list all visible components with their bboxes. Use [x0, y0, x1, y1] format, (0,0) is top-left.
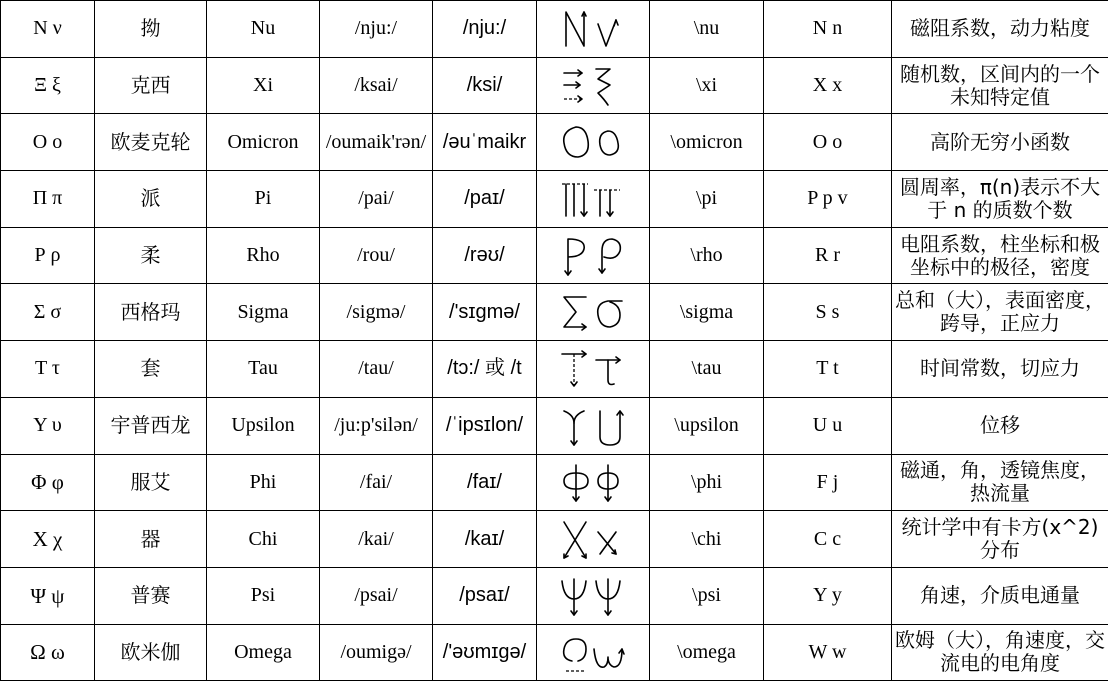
chi-stroke-icon — [558, 516, 628, 562]
table-row — [1, 57, 1108, 114]
phonetic-uk: /ksai/ — [320, 57, 433, 114]
letter-name: Pi — [207, 171, 320, 228]
english-equivalent: O o — [764, 114, 892, 171]
chinese-pronunciation: 宇普西龙 — [95, 397, 207, 454]
usage-meaning: 欧姆（大），角速度，交流电的电角度 — [892, 624, 1108, 681]
phonetic-uk: /pai/ — [320, 171, 433, 228]
english-equivalent: T t — [764, 341, 892, 398]
phonetic-uk: /tau/ — [320, 341, 433, 398]
latex-command: \omega — [650, 624, 764, 681]
table-row — [1, 284, 1108, 341]
greek-letter: Ψ ψ — [1, 567, 95, 624]
greek-letter: Χ χ — [1, 511, 95, 568]
chinese-pronunciation: 克西 — [95, 57, 207, 114]
letter-name: Chi — [207, 511, 320, 568]
latex-command: \pi — [650, 171, 764, 228]
omega-stroke-icon — [558, 629, 628, 675]
chinese-pronunciation: 欧米伽 — [95, 624, 207, 681]
phonetic-us: /rəʊ/ — [433, 227, 537, 284]
usage-meaning: 统计学中有卡方(x^2)分布 — [892, 511, 1108, 568]
english-equivalent: W w — [764, 624, 892, 681]
psi-stroke-icon — [558, 573, 628, 619]
latex-command: \sigma — [650, 284, 764, 341]
usage-meaning: 随机数，区间内的一个未知特定值 — [892, 57, 1108, 114]
usage-meaning: 时间常数，切应力 — [892, 341, 1108, 398]
latex-command: \phi — [650, 454, 764, 511]
greek-letter: Φ φ — [1, 454, 95, 511]
english-equivalent: R r — [764, 227, 892, 284]
greek-letter: Σ σ — [1, 284, 95, 341]
phonetic-uk: /nju:/ — [320, 1, 433, 58]
usage-meaning: 电阻系数，柱坐标和极坐标中的极径，密度 — [892, 227, 1108, 284]
phonetic-uk: /fai/ — [320, 454, 433, 511]
latex-command: \tau — [650, 341, 764, 398]
nu-stroke-icon — [558, 6, 628, 52]
letter-name: Tau — [207, 341, 320, 398]
letter-name: Phi — [207, 454, 320, 511]
phonetic-us: /kaɪ/ — [433, 511, 537, 568]
letter-name: Upsilon — [207, 397, 320, 454]
greek-letter: Τ τ — [1, 341, 95, 398]
phi-stroke-icon — [558, 459, 628, 505]
usage-meaning: 高阶无穷小函数 — [892, 114, 1108, 171]
phonetic-us: /'əʊmɪgə/ — [433, 624, 537, 681]
usage-meaning: 总和（大），表面密度，跨导，正应力 — [892, 284, 1108, 341]
letter-name: Nu — [207, 1, 320, 58]
phonetic-us: /'sɪgmə/ — [433, 284, 537, 341]
english-equivalent: U u — [764, 397, 892, 454]
phonetic-uk: /oumigə/ — [320, 624, 433, 681]
phonetic-us: /nju:/ — [433, 1, 537, 58]
phonetic-uk: /psai/ — [320, 567, 433, 624]
chinese-pronunciation: 套 — [95, 341, 207, 398]
letter-name: Psi — [207, 567, 320, 624]
table-row — [1, 567, 1108, 624]
phonetic-us: /paɪ/ — [433, 171, 537, 228]
latex-command: \omicron — [650, 114, 764, 171]
rho-stroke-icon — [558, 233, 628, 279]
pi-stroke-icon — [558, 176, 628, 222]
table-row — [1, 454, 1108, 511]
table-row — [1, 1, 1108, 58]
latex-command: \psi — [650, 567, 764, 624]
table-row — [1, 511, 1108, 568]
phonetic-us: /ksi/ — [433, 57, 537, 114]
english-equivalent: X x — [764, 57, 892, 114]
sigma-stroke-icon — [558, 289, 628, 335]
phonetic-us: /faɪ/ — [433, 454, 537, 511]
usage-meaning: 磁阻系数，动力粘度 — [892, 1, 1108, 58]
usage-meaning: 角速，介质电通量 — [892, 567, 1108, 624]
latex-command: \rho — [650, 227, 764, 284]
chinese-pronunciation: 服艾 — [95, 454, 207, 511]
letter-name: Xi — [207, 57, 320, 114]
phonetic-us: /psaɪ/ — [433, 567, 537, 624]
english-equivalent: S s — [764, 284, 892, 341]
chinese-pronunciation: 普赛 — [95, 567, 207, 624]
english-equivalent: C c — [764, 511, 892, 568]
table-row — [1, 227, 1108, 284]
greek-letter: Ο ο — [1, 114, 95, 171]
latex-command: \xi — [650, 57, 764, 114]
latex-command: \upsilon — [650, 397, 764, 454]
table-row — [1, 114, 1108, 171]
latex-command: \nu — [650, 1, 764, 58]
letter-name: Rho — [207, 227, 320, 284]
upsilon-stroke-icon — [558, 403, 628, 449]
greek-letter: Ω ω — [1, 624, 95, 681]
chinese-pronunciation: 柔 — [95, 227, 207, 284]
phonetic-uk: /oumaik'rən/ — [320, 114, 433, 171]
letter-name: Omega — [207, 624, 320, 681]
english-equivalent: N n — [764, 1, 892, 58]
usage-meaning: 位移 — [892, 397, 1108, 454]
greek-letter: Υ υ — [1, 397, 95, 454]
phonetic-uk: /sigmə/ — [320, 284, 433, 341]
english-equivalent: P p v — [764, 171, 892, 228]
english-equivalent: Y y — [764, 567, 892, 624]
phonetic-uk: /rou/ — [320, 227, 433, 284]
letter-name: Omicron — [207, 114, 320, 171]
chinese-pronunciation: 拗 — [95, 1, 207, 58]
table-row — [1, 397, 1108, 454]
phonetic-us: /əuˈmaikr — [433, 114, 537, 171]
phonetic-uk: /ju:p'silən/ — [320, 397, 433, 454]
chinese-pronunciation: 派 — [95, 171, 207, 228]
phonetic-uk: /kai/ — [320, 511, 433, 568]
table-row — [1, 624, 1108, 681]
greek-letter: Ξ ξ — [1, 57, 95, 114]
chinese-pronunciation: 西格玛 — [95, 284, 207, 341]
chinese-pronunciation: 器 — [95, 511, 207, 568]
usage-meaning: 圆周率，π(n)表示不大于 n 的质数个数 — [892, 171, 1108, 228]
xi-stroke-icon — [558, 63, 628, 109]
phonetic-us: /tɔ:/ 或 /t — [433, 341, 537, 398]
greek-letter: Ρ ρ — [1, 227, 95, 284]
greek-letter: Π π — [1, 171, 95, 228]
latex-command: \chi — [650, 511, 764, 568]
greek-letter: Ν ν — [1, 1, 95, 58]
letter-name: Sigma — [207, 284, 320, 341]
english-equivalent: F j — [764, 454, 892, 511]
tau-stroke-icon — [558, 346, 628, 392]
phonetic-us: /ˈipsɪlon/ — [433, 397, 537, 454]
table-row — [1, 171, 1108, 228]
omicron-stroke-icon — [558, 119, 628, 165]
table-row — [1, 341, 1108, 398]
usage-meaning: 磁通，角，透镜焦度，热流量 — [892, 454, 1108, 511]
chinese-pronunciation: 欧麦克轮 — [95, 114, 207, 171]
